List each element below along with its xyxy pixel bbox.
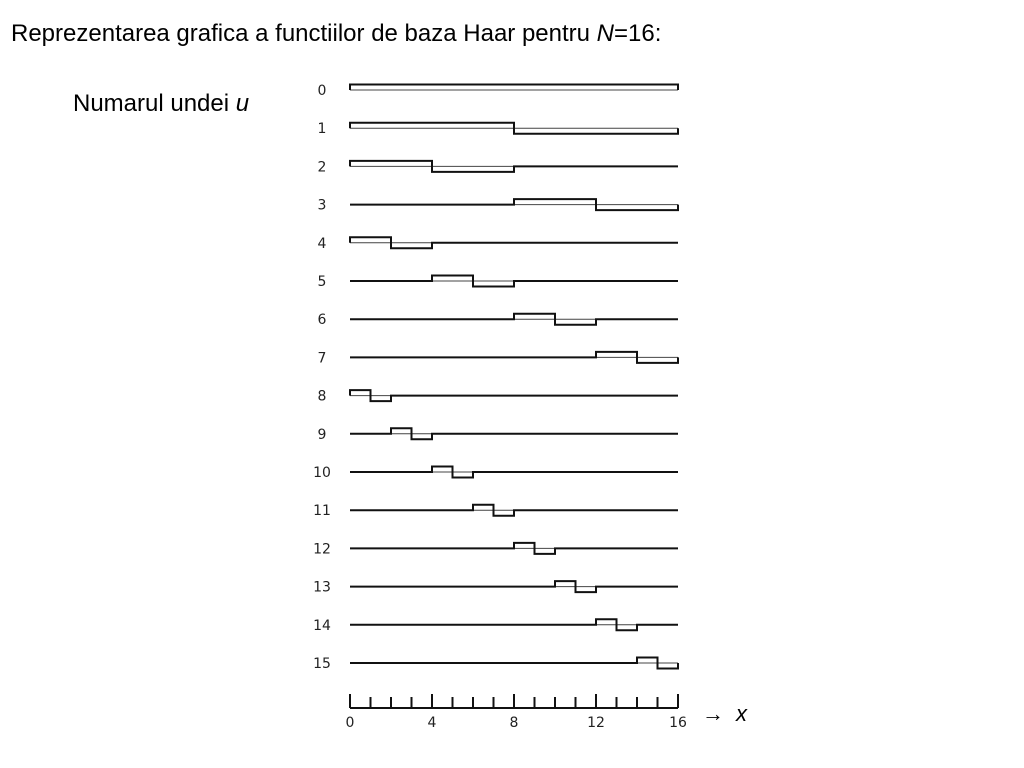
wave-series-12 <box>350 543 678 554</box>
x-axis-label <box>702 701 747 727</box>
wave-label-7: 7 <box>317 350 327 367</box>
wave-label-3: 3 <box>317 197 327 214</box>
wave-series-10 <box>350 467 678 478</box>
wave-number-variable: u <box>235 90 250 117</box>
wave-label-11: 11 <box>313 503 331 520</box>
wave-series-5 <box>350 276 678 287</box>
title-suffix: =16: <box>614 20 662 47</box>
wave-label-12: 12 <box>313 541 331 558</box>
wave-label-0: 0 <box>317 83 327 99</box>
title-prefix: Reprezentarea grafica a functiilor de baza Haar pentru <box>11 20 597 47</box>
wave-series-6 <box>350 314 678 325</box>
wave-label-8: 8 <box>317 388 327 405</box>
wave-series-13 <box>350 581 678 592</box>
wave-label-4: 4 <box>317 235 327 252</box>
x-axis-variable: x <box>736 701 747 726</box>
x-axis-arrow: → <box>702 701 724 726</box>
wave-label-5: 5 <box>317 274 327 290</box>
wave-label-1: 1 <box>317 121 327 138</box>
x-axis-tick-label-16: 16 <box>669 715 687 731</box>
wave-label-10: 10 <box>313 465 331 481</box>
wave-series-15 <box>350 658 678 669</box>
wave-label-6: 6 <box>317 312 327 329</box>
x-axis-tick-label-8: 8 <box>509 715 519 731</box>
wave-label-13: 13 <box>313 579 331 596</box>
x-axis-tick-label-4: 4 <box>427 715 437 731</box>
wave-label-2: 2 <box>317 159 327 176</box>
wave-series-0 <box>350 85 678 91</box>
wave-label-9: 9 <box>317 426 327 443</box>
wave-label-15: 15 <box>313 656 331 672</box>
x-axis-tick-label-0: 0 <box>345 715 355 731</box>
wave-series-11 <box>350 505 678 516</box>
title-variable: N <box>596 20 615 47</box>
wave-label-14: 14 <box>313 617 331 634</box>
wave-number-text: Numarul undei <box>73 90 236 117</box>
wave-series-8 <box>350 390 678 401</box>
x-axis-tick-label-12: 12 <box>587 715 605 731</box>
